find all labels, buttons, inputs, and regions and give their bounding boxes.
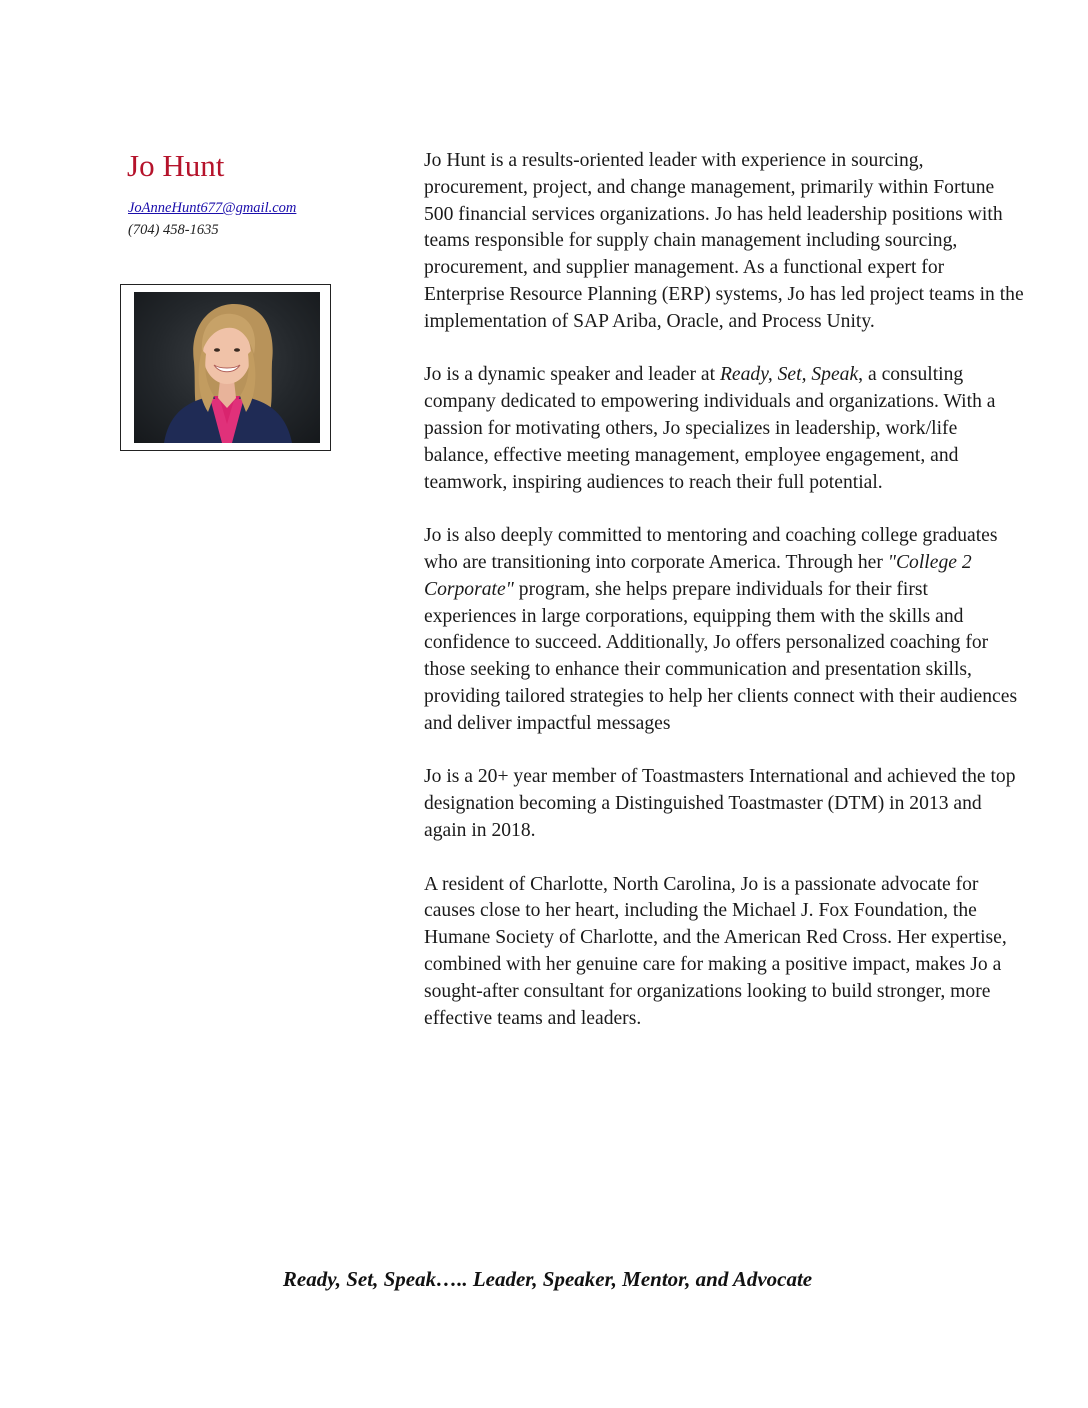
- bio-paragraph-2: [424, 362, 1024, 496]
- email-link[interactable]: JoAnneHunt677@gmail.com: [128, 200, 297, 216]
- bio-paragraph-5: A resident of Charlotte, North Carolina, Jo is a passionate advocate for causes close to her heart, including the Michael J. Fox Foundation, the Humane Society of Charlotte, and the American Red Cross. Her expertise, combined with her genuine care for making a positive impact, makes Jo a sought-after consultant for organizations looking to build stronger, more effective teams and leaders.: [424, 873, 1007, 1029]
- biography: [424, 148, 1024, 1059]
- bio-p3-text-cont: program, she helps prepare individuals for their first experiences in large corporations, equipping them with the skills and confidence to succeed. Additionally, Jo offers personalized coaching for those seeking to enhance their communication and presentation skills, providing tailored strategies to help her clients connect with their audiences and deliver impactful messages: [424, 578, 1018, 734]
- bio-p2-text-cont: , a consulting company dedicated to empowering individuals and organizations. With a passion for motivating others, Jo specializes in leadership, work/life balance, effective meeting management, employee engagement, and teamwork, inspiring audiences to reach their full potential.: [424, 364, 996, 493]
- bio-p2-text: Jo is a dynamic speaker and leader at: [424, 364, 720, 386]
- profile-name: Jo Hunt: [127, 148, 225, 183]
- bio-paragraph-1: Jo Hunt is a results-oriented leader with experience in sourcing, procurement, project, and change management, primarily within Fortune 500 financial services organizations. Jo has held leadership positions with teams responsible for supply chain management including sourcing, procurement, and supplier management. As a functional expert for Enterprise Resource Planning (ERP) systems, Jo has led project teams in the implementation of SAP Ariba, Oracle, and Process Unity.: [424, 150, 1024, 332]
- bio-p3-text: Jo is also deeply committed to mentoring and coaching college graduates who are transitioning into corporate America. Through her: [424, 525, 998, 573]
- phone-number: (704) 458-1635: [128, 222, 219, 238]
- photo-frame: [120, 284, 331, 451]
- program-name: "College 2 Corporate": [424, 551, 972, 600]
- headshot-photo: [134, 292, 320, 443]
- tagline: Ready, Set, Speak….. Leader, Speaker, Mentor, and Advocate: [282, 1267, 813, 1291]
- bio-paragraph-3: [424, 523, 1024, 737]
- company-name: Ready, Set, Speak: [719, 364, 859, 386]
- bio-paragraph-4: Jo is a 20+ year member of Toastmasters International and achieved the top designation becoming a Distinguished Toastmaster (DTM) in 2013 and again in 2018.: [424, 766, 1016, 841]
